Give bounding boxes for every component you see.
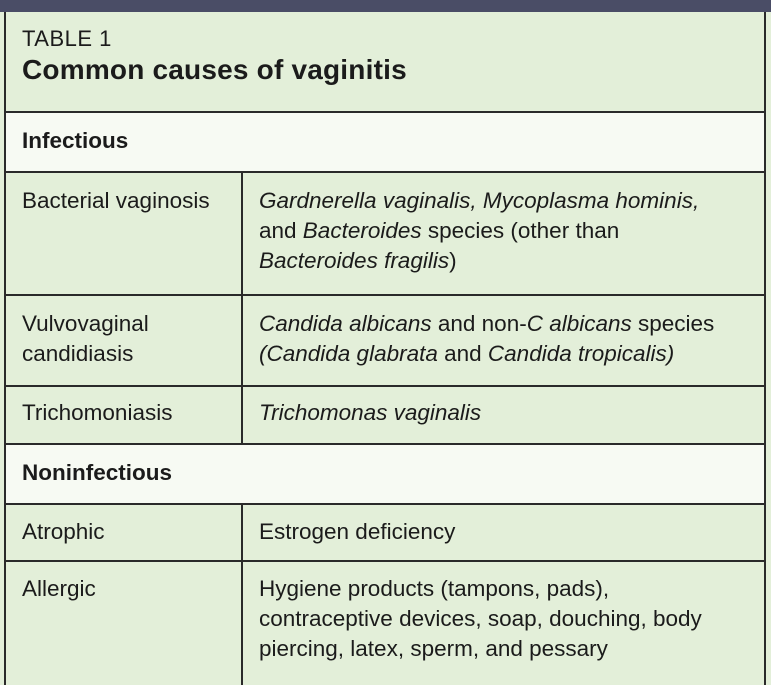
column-divider xyxy=(241,505,243,685)
cause-text-segment: and non- xyxy=(431,311,527,336)
cause-text-segment: Candida albicans xyxy=(259,311,432,336)
cause-text-segment: (Candida glabrata xyxy=(259,341,438,366)
cause-text-segment: contraceptive devices, soap, douching, body xyxy=(259,606,702,631)
condition-cell: Atrophic xyxy=(22,519,105,544)
condition-cell-line: Vulvovaginal xyxy=(22,311,149,336)
top-color-bar xyxy=(0,0,771,12)
cause-text-segment: Bacteroides xyxy=(302,218,422,243)
cause-text-segment: C albicans xyxy=(526,311,632,336)
cause-line xyxy=(259,186,699,216)
divider xyxy=(4,443,766,445)
cause-text-segment: Estrogen deficiency xyxy=(259,519,456,544)
cause-line xyxy=(259,517,455,547)
cause-line xyxy=(259,216,619,246)
divider xyxy=(4,171,766,173)
section-heading-noninfectious: Noninfectious xyxy=(22,460,172,485)
section-heading-infectious: Infectious xyxy=(22,128,129,153)
cause-text-segment: Trichomonas vaginalis xyxy=(259,400,482,425)
cause-text-segment: and xyxy=(437,341,488,366)
divider xyxy=(4,111,766,113)
cause-line xyxy=(259,246,457,276)
cause-text-segment: Hygiene products (tampons, pads), xyxy=(259,576,610,601)
cause-text-segment: ) xyxy=(449,248,457,273)
column-divider xyxy=(241,173,243,443)
cause-text-segment: piercing, latex, sperm, and pessary xyxy=(259,636,608,661)
cause-line xyxy=(259,634,608,664)
cause-line xyxy=(259,339,674,369)
cause-text-segment: Bacteroides fragilis xyxy=(259,248,450,273)
cause-text-segment: species (other than xyxy=(421,218,620,243)
cause-text-segment: Candida tropicalis) xyxy=(487,341,675,366)
condition-cell: Trichomoniasis xyxy=(22,400,173,425)
cause-line xyxy=(259,574,609,604)
divider xyxy=(4,560,766,562)
divider xyxy=(4,294,766,296)
cause-line xyxy=(259,604,702,634)
cause-line xyxy=(259,309,714,339)
condition-cell-line: candidiasis xyxy=(22,341,134,366)
condition-cell: Bacterial vaginosis xyxy=(22,188,210,213)
table-title: Common causes of vaginitis xyxy=(22,54,407,85)
divider xyxy=(4,385,766,387)
divider xyxy=(4,503,766,505)
cause-text-segment: species xyxy=(631,311,715,336)
cause-text-segment: and xyxy=(259,218,303,243)
cause-line xyxy=(259,398,481,428)
cause-text-segment: Gardnerella vaginalis, Mycoplasma hominis, xyxy=(259,188,700,213)
table-label: TABLE 1 xyxy=(22,26,112,51)
condition-cell: Allergic xyxy=(22,576,96,601)
